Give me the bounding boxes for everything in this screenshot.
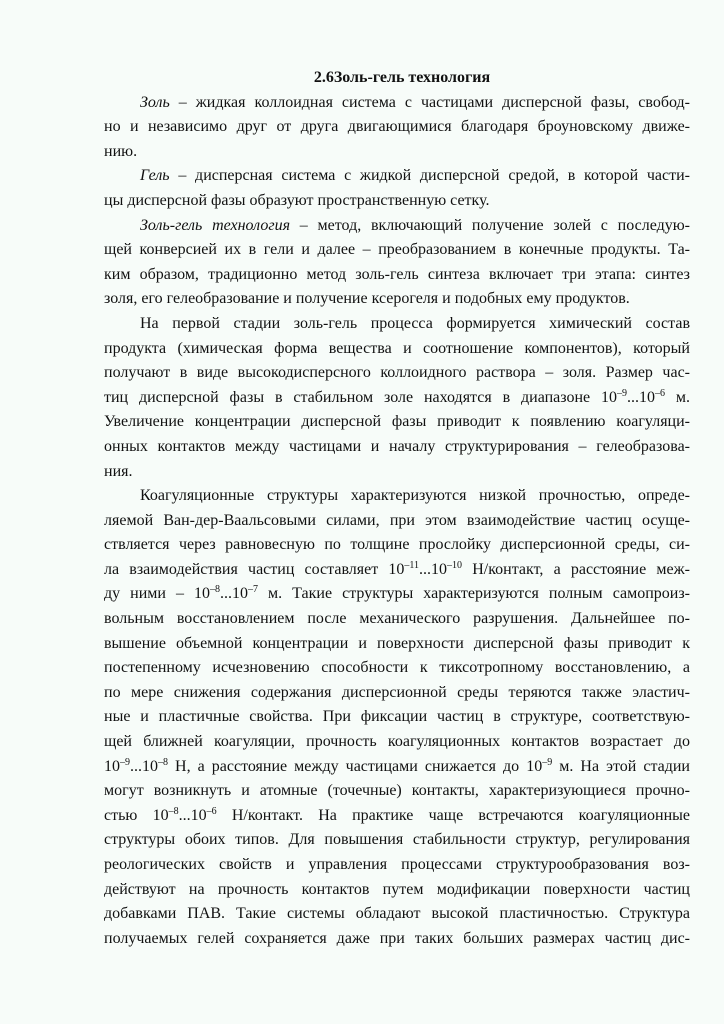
text-run: Н, а расстояние между частицами снижается до 10 — [168, 757, 543, 775]
exponent: –9 — [617, 387, 628, 399]
text-run: но и независимо друг от друга двигающимися благодаря броуновскому движе- — [104, 118, 690, 136]
text-line — [104, 189, 690, 214]
text-run: м. — [665, 388, 691, 406]
text-line — [104, 607, 690, 632]
text-run: тиц дисперсной фазы в стабильном золе находятся в диапазоне 10 — [104, 388, 618, 406]
exponent: –11 — [404, 559, 420, 571]
text-line — [104, 386, 690, 411]
text-run: структуры обоих типов. Для повышения стабильности структур, регулирования — [104, 831, 690, 849]
text-run: – жидкая коллоидная система с частицами дисперсной фазы, свобод- — [169, 93, 690, 111]
text-run: золя, его гелеобразование и получение ксерогеля и подобных ему продуктов. — [104, 290, 630, 308]
document-page — [104, 66, 690, 951]
text-run: 10 — [104, 757, 120, 775]
text-run: Н/контакт, а расстояние меж- — [462, 560, 690, 578]
text-run: стью 10 — [104, 806, 169, 824]
text-run: получают в виде высокодисперсного коллоидного раствора – золя. Размер час- — [104, 364, 690, 382]
exponent: –9 — [542, 756, 553, 768]
text-line — [104, 484, 690, 509]
paragraph-solgel — [104, 214, 690, 312]
term-italic: Гель — [140, 167, 170, 185]
text-run: вольным восстановлением после механического разрушения. Дальнейшее по- — [104, 610, 690, 628]
text-line — [104, 878, 690, 903]
paragraph-first-stage — [104, 312, 690, 484]
text-run: ные и пластичные свойства. При фиксации частиц в структуре, соответствую- — [104, 708, 690, 726]
text-line — [104, 238, 690, 263]
text-run: действуют на прочность контактов путем модификации поверхности частиц — [104, 880, 690, 898]
paragraph-sol — [104, 91, 690, 165]
term-italic: Золь-гель технология — [140, 216, 291, 234]
text-line — [104, 755, 690, 780]
text-line — [104, 140, 690, 165]
text-line — [104, 779, 690, 804]
text-line — [104, 656, 690, 681]
text-run: ...10 — [220, 585, 249, 603]
text-line — [104, 361, 690, 386]
text-line — [104, 164, 690, 189]
text-run: ния. — [104, 462, 133, 480]
text-run: по мере снижения содержания дисперсионной среды теряются также эластич- — [104, 683, 690, 701]
text-line — [104, 558, 690, 583]
exponent: –6 — [206, 805, 217, 817]
text-run: ким образом, традиционно метод золь-гель синтеза включает три этапа: синтез — [104, 265, 690, 283]
text-run: получаемых гелей сохраняется даже при таких больших размерах частиц дис- — [104, 929, 690, 947]
text-run: цы дисперсной фазы образуют пространственную сетку. — [104, 191, 490, 209]
text-line — [104, 582, 690, 607]
exponent: –8 — [168, 805, 179, 817]
text-run: – дисперсная система с жидкой дисперсной средой, в которой части- — [169, 167, 690, 185]
text-run: ...10 — [419, 560, 448, 578]
text-line — [104, 804, 690, 829]
text-run: ляемой Ван-дер-Ваальсовыми силами, при этом взаимодействие частиц осуще- — [104, 511, 690, 529]
term-italic: Золь — [140, 93, 170, 111]
text-run: ...10 — [627, 388, 656, 406]
exponent: –9 — [120, 756, 130, 768]
text-run: добавками ПАВ. Такие системы обладают высокой пластичностью. Структура — [104, 905, 690, 923]
text-run: нию. — [104, 142, 138, 160]
text-run: могут возникнуть и атомные (точечные) контакты, характеризующиеся прочно- — [104, 782, 690, 800]
text-run: ла взаимодействия частиц составляет 10 — [104, 560, 405, 578]
text-line — [104, 705, 690, 730]
text-run: ствляется через равновесную по толщине прослойку дисперсионной среды, си- — [104, 536, 690, 554]
text-line — [104, 91, 690, 116]
text-run: м. На этой стадии — [552, 757, 690, 775]
text-run: щей конверсией их в гели и далее – преобразованием в конечные продукты. Та- — [104, 241, 690, 259]
text-run: – метод, включающий получение золей с последую- — [290, 216, 691, 234]
text-run: вышение объемной концентрации и поверхности дисперсной фазы приводит к — [104, 634, 690, 652]
text-run: м. Такие структуры характеризуются полным самопроиз- — [258, 585, 690, 603]
exponent: –8 — [158, 756, 168, 768]
paragraph-coagulation — [104, 484, 690, 951]
text-run: реологических свойств и управления процессами структурообразования воз- — [104, 856, 690, 873]
text-line — [104, 853, 690, 878]
text-line — [104, 828, 690, 853]
section-heading: 2.6Золь-гель технология — [313, 69, 491, 86]
text-line — [104, 115, 690, 140]
exponent: –7 — [248, 584, 259, 596]
text-run: ...10 — [178, 806, 207, 824]
text-run: Увеличение концентрации дисперсной фазы приводит к появлению коагуляци- — [104, 413, 690, 431]
text-run: щей ближней коагуляции, прочность коагуляционных контактов возрастает до — [104, 733, 690, 751]
exponent: –8 — [210, 584, 221, 596]
text-line — [104, 263, 690, 288]
text-line — [104, 927, 690, 952]
text-run: Н/контакт. На практике чаще встречаются коагуляционные — [216, 806, 690, 824]
body-text — [104, 91, 690, 952]
text-run: постепенному исчезновению способности к тиксотропному восстановлению, а — [104, 659, 690, 677]
text-line — [104, 681, 690, 706]
text-line — [104, 533, 690, 558]
text-line — [104, 337, 690, 362]
text-line — [104, 902, 690, 927]
text-line — [104, 312, 690, 337]
text-run: онных контактов между частицами и началу структурирования – гелеобразова- — [104, 437, 690, 455]
text-run: Коагуляционные структуры характеризуются низкой прочностью, опреде- — [140, 487, 690, 505]
text-line — [104, 632, 690, 657]
text-line — [104, 410, 690, 435]
exponent: –10 — [447, 559, 463, 571]
text-run: ...10 — [130, 757, 158, 775]
paragraph-gel — [104, 164, 690, 213]
text-line — [104, 435, 690, 460]
text-line — [104, 214, 690, 239]
text-run: продукта (химическая форма вещества и соотношение компонентов), который — [104, 339, 690, 357]
text-line — [104, 287, 690, 312]
text-line — [104, 730, 690, 755]
text-run: ду ними – 10 — [104, 585, 211, 603]
text-run: На первой стадии золь-гель процесса формируется химический состав — [140, 314, 690, 332]
text-line — [104, 460, 690, 485]
text-line — [104, 509, 690, 534]
exponent: –6 — [655, 387, 666, 399]
